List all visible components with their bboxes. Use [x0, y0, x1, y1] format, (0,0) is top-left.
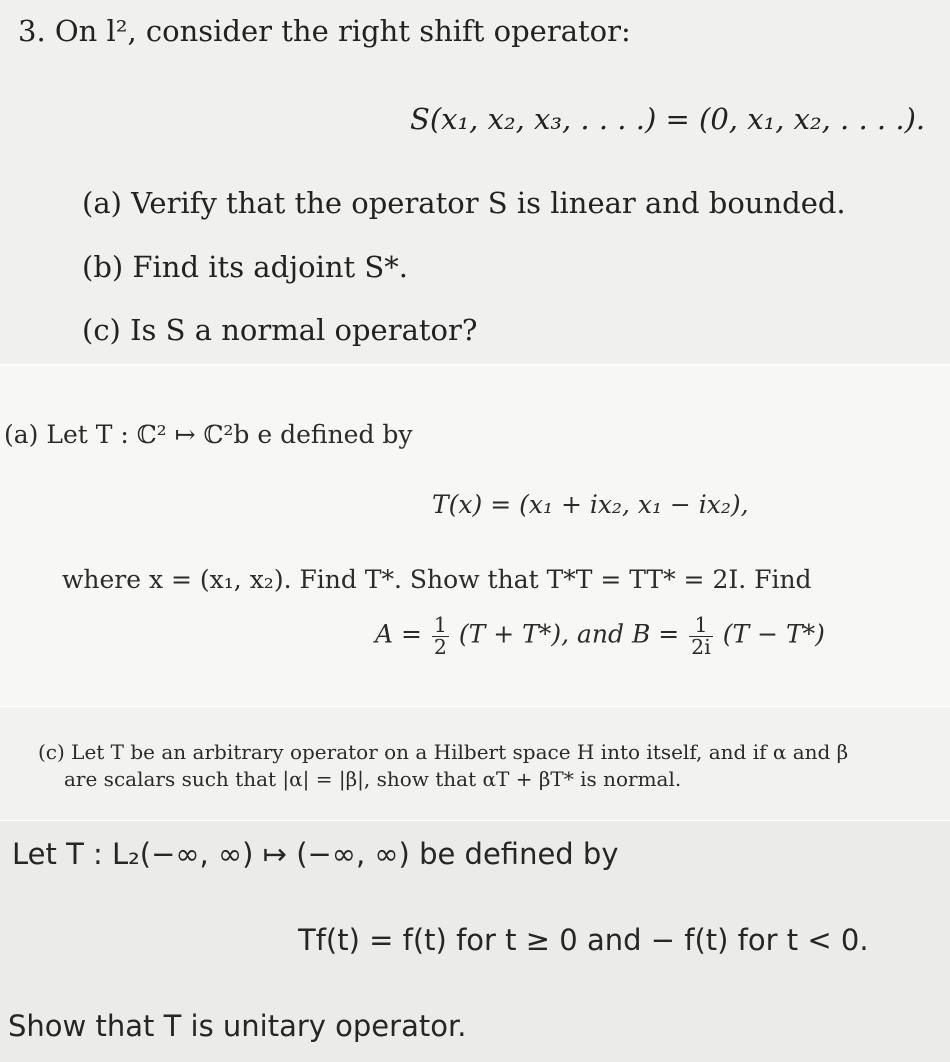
shift-operator-equation: S(x₁, x₂, x₃, . . . .) = (0, x₁, x₂, . . . .).	[410, 102, 926, 136]
formula-b-rhs: (T − T*)	[722, 619, 825, 649]
problem-d-section	[0, 821, 950, 1062]
fraction-one-over-2i	[689, 615, 713, 657]
problem-a-line2: where x = (x₁, x₂). Find T*. Show that T*T = TT* = 2I. Find	[62, 565, 812, 594]
fraction-one-over-2i-denominator: 2i	[691, 634, 711, 659]
fraction-one-half-numerator: 1	[433, 613, 447, 637]
fraction-one-half-denominator: 2	[433, 634, 447, 659]
problem-d-conclusion: Show that T is unitary operator.	[8, 1009, 467, 1043]
problem-d-intro: Let T : L₂(−∞, ∞) ↦ (−∞, ∞) be defined by	[12, 837, 619, 871]
part-c-question: (c) Is S a normal operator?	[82, 313, 478, 347]
problem-c-section	[0, 707, 950, 821]
problem-c-line2: are scalars such that |α| = |β|, show that αT + βT* is normal.	[64, 767, 682, 791]
fraction-one-over-2i-numerator: 1	[694, 613, 708, 637]
formula-a-rhs: (T + T*), and B =	[458, 619, 680, 649]
hermitian-parts-formula	[375, 615, 825, 657]
operator-tf-equation: Tf(t) = f(t) for t ≥ 0 and − f(t) for t < 0.	[298, 923, 869, 957]
problem-c-line1: (c) Let T be an arbitrary operator on a Hilbert space H into itself, and if α and β	[38, 740, 849, 764]
operator-t-equation: T(x) = (x₁ + ix₂, x₁ − ix₂),	[432, 490, 749, 519]
problem-3-section	[0, 0, 950, 365]
problem-a-intro: (a) Let T : ℂ² ↦ ℂ²b e defined by	[4, 420, 413, 449]
fraction-one-half	[432, 615, 449, 657]
problem-a-section	[0, 365, 950, 707]
part-a-question: (a) Verify that the operator S is linear and bounded.	[82, 186, 846, 220]
problem-3-intro: 3. On l², consider the right shift operator:	[18, 14, 631, 48]
formula-a-lhs: A =	[375, 619, 422, 649]
part-b-question: (b) Find its adjoint S*.	[82, 250, 409, 284]
